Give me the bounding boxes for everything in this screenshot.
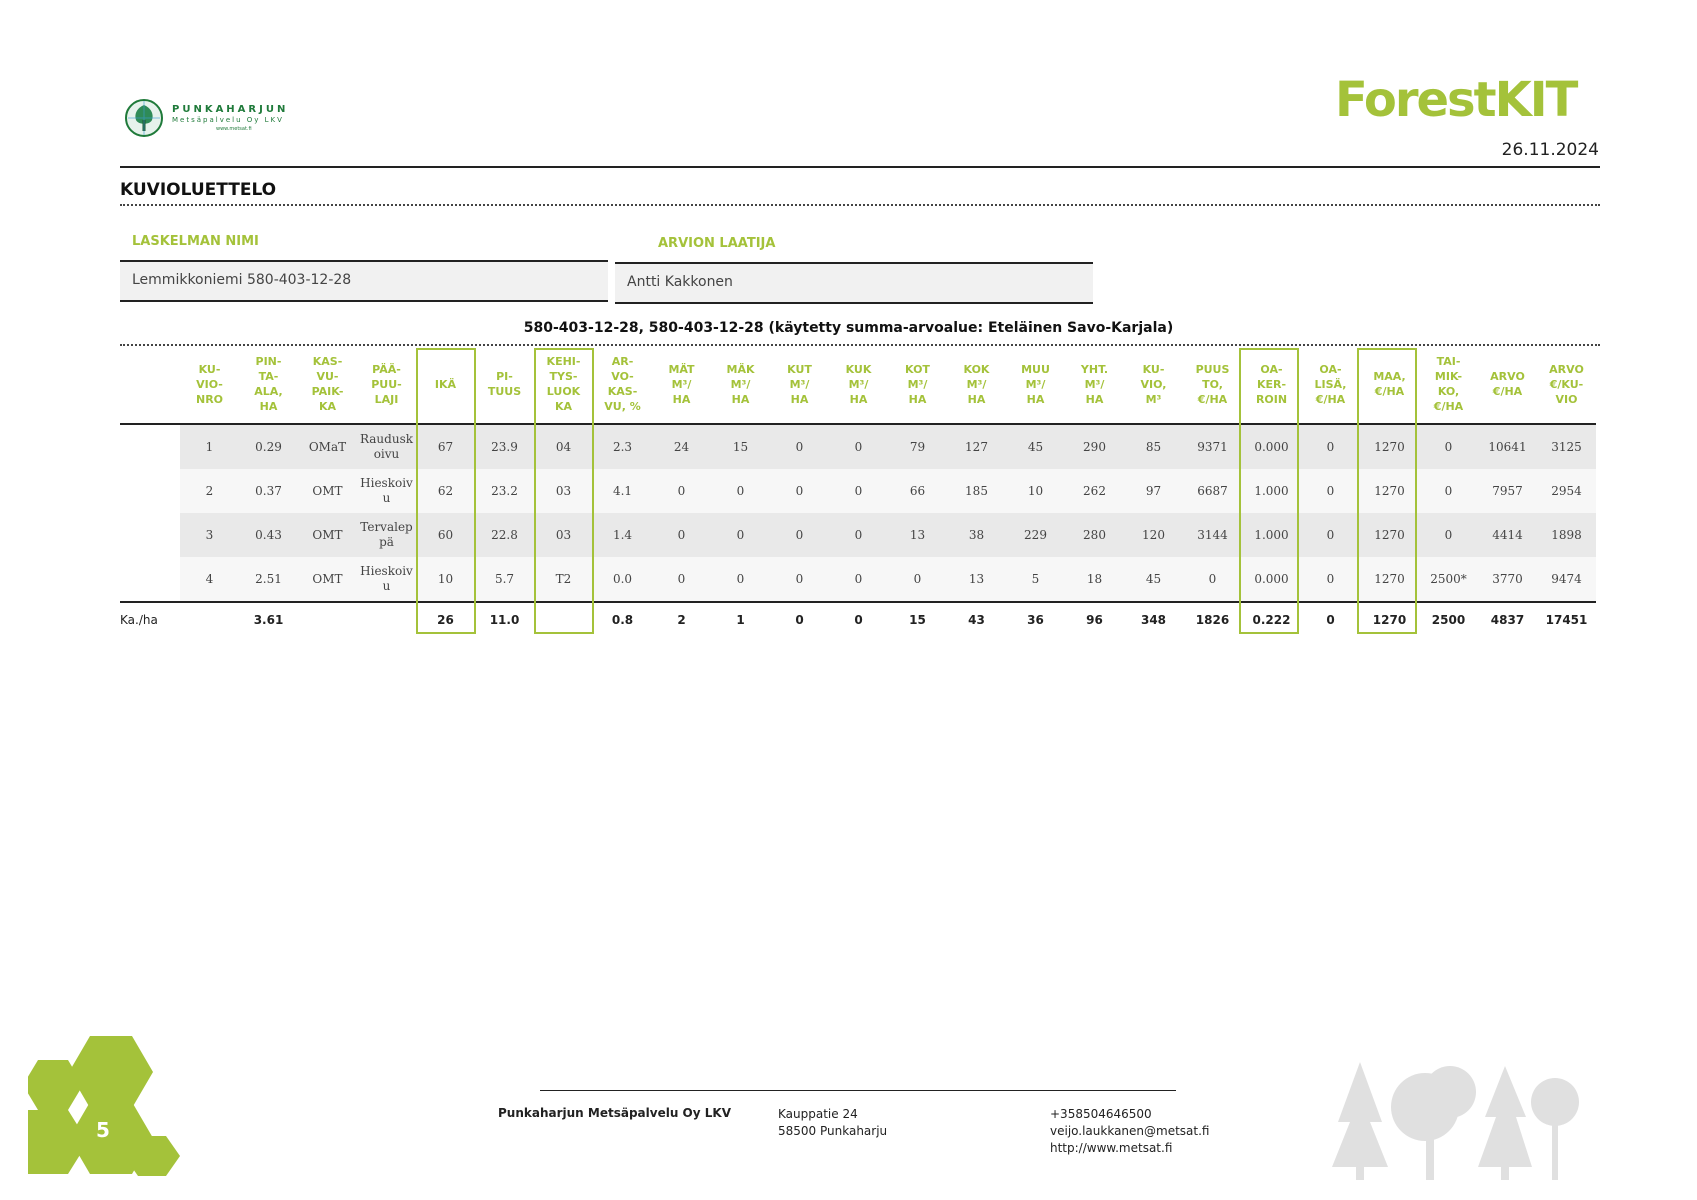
table-cell: OMaT	[298, 424, 357, 469]
column-header-line: HA	[849, 392, 868, 406]
table-cell: 0	[1301, 469, 1360, 513]
table-cell: 0	[770, 469, 829, 513]
table-cell: 5	[1006, 557, 1065, 602]
table-cell: 2500*	[1419, 557, 1478, 602]
column-header-line: TUUS	[487, 385, 522, 398]
column-header	[180, 345, 239, 424]
table-cell: 1270	[1360, 424, 1419, 469]
table-cell: 22.8	[475, 513, 534, 557]
column-header-line: KO,	[1437, 385, 1460, 398]
table-cell: 4	[180, 557, 239, 602]
column-header-line: PAIK-	[311, 385, 344, 398]
table-cell: 127	[947, 424, 1006, 469]
column-header-line: PUUS	[1195, 362, 1230, 376]
column-header-line: HA	[1026, 392, 1045, 406]
table-cell: 185	[947, 469, 1006, 513]
table-cell: 0	[1419, 513, 1478, 557]
table-cell: 7957	[1478, 469, 1537, 513]
table-cell: 229	[1006, 513, 1065, 557]
table-cell: 60	[416, 513, 475, 557]
cell-line: Hieskoiv	[360, 564, 413, 578]
table-cell: 0	[711, 469, 770, 513]
table-cell: 04	[534, 424, 593, 469]
column-header-line: M³/	[907, 377, 928, 391]
column-header-line: HA	[908, 392, 927, 406]
table-title: 580-403-12-28, 580-403-12-28 (käytetty summa-arvoalue: Eteläinen Savo-Karjala)	[523, 320, 1174, 336]
table-cell: 18	[1065, 557, 1124, 602]
totals-cell	[180, 602, 239, 637]
column-header	[1301, 345, 1360, 424]
table-cell: 15	[711, 424, 770, 469]
totals-cell: 36	[1006, 602, 1065, 637]
table-cell: 66	[888, 469, 947, 513]
column-header-line: KAS-	[312, 355, 343, 368]
appraiser-label: ARVION LAATIJA	[658, 236, 776, 251]
table-cell: 1270	[1360, 557, 1419, 602]
table-cell: 67	[416, 424, 475, 469]
totals-cell: 96	[1065, 602, 1124, 637]
calc-name-field	[120, 260, 608, 302]
column-header-line: VU, %	[604, 400, 641, 413]
table-cell: 2954	[1537, 469, 1596, 513]
table-cell: OMT	[298, 513, 357, 557]
row-lead	[120, 557, 180, 602]
table-cell: 3	[180, 513, 239, 557]
column-header-line: TA-	[258, 370, 279, 383]
column-header-line: PIN-	[255, 355, 282, 368]
column-header-line: PÄÄ-	[372, 362, 401, 376]
table-cell: 9474	[1537, 557, 1596, 602]
table-cell: 0	[829, 513, 888, 557]
table-cell: 1	[180, 424, 239, 469]
column-header-line: KUT	[787, 362, 812, 376]
column-header-line: €/HA	[1492, 385, 1523, 398]
table-cell: 1.000	[1242, 513, 1301, 557]
hexagon-decoration	[28, 1030, 198, 1180]
table-cell: 85	[1124, 424, 1183, 469]
column-header	[770, 345, 829, 424]
column-header-line: VIO-	[196, 377, 223, 391]
totals-cell: 0	[1301, 602, 1360, 637]
table-cell: 24	[652, 424, 711, 469]
table-cell: 1270	[1360, 513, 1419, 557]
footer-phone: +358504646500	[1050, 1107, 1152, 1121]
column-header	[947, 345, 1006, 424]
logo-company-name: PUNKAHARJUN	[172, 104, 289, 115]
column-header-line: VIO	[1555, 392, 1578, 406]
table-cell: 03	[534, 469, 593, 513]
table-cell: 03	[534, 513, 593, 557]
table-cell: 0	[711, 557, 770, 602]
column-header	[1360, 345, 1419, 424]
table-cell: T2	[534, 557, 593, 602]
column-header-line: KOK	[963, 362, 990, 376]
table-cell: 0.43	[239, 513, 298, 557]
column-header-line: MIK-	[1434, 370, 1463, 383]
table-cell: 280	[1065, 513, 1124, 557]
table-cell: 38	[947, 513, 1006, 557]
table-cell: 0	[1419, 424, 1478, 469]
table-cell	[357, 557, 416, 602]
column-header	[593, 345, 652, 424]
totals-cell	[298, 602, 357, 637]
column-header-line: KEHI-	[546, 355, 581, 368]
cell-line: Hieskoiv	[360, 476, 413, 490]
table-cell: 0	[770, 513, 829, 557]
column-header-line: M³/	[730, 377, 751, 391]
table-cell: 3125	[1537, 424, 1596, 469]
table-cell	[357, 424, 416, 469]
table-row	[120, 469, 1596, 513]
table-cell: 0	[1419, 469, 1478, 513]
table-cell: 0	[1183, 557, 1242, 602]
table-cell: 0	[829, 469, 888, 513]
column-header-line: TYS-	[549, 370, 578, 383]
table-cell: 45	[1124, 557, 1183, 602]
column-header-line: KA	[554, 400, 573, 413]
column-header-line: PUU-	[371, 377, 402, 391]
table-cell: 0	[770, 424, 829, 469]
column-header-line: VIO,	[1140, 377, 1167, 391]
table-cell	[357, 469, 416, 513]
appraiser-field	[615, 262, 1093, 304]
table-cell: 1.4	[593, 513, 652, 557]
column-header-line: €/HA	[1197, 392, 1228, 406]
column-header-line: LAJI	[374, 392, 399, 406]
company-logo	[124, 98, 324, 138]
column-header-line: OA-	[1260, 362, 1283, 376]
table-cell: 6687	[1183, 469, 1242, 513]
table-cell: OMT	[298, 469, 357, 513]
tree-globe-icon	[124, 98, 164, 138]
table-cell: 0	[1301, 557, 1360, 602]
table-cell: 262	[1065, 469, 1124, 513]
table-cell: 45	[1006, 424, 1065, 469]
row-lead	[120, 469, 180, 513]
table-cell: 13	[947, 557, 1006, 602]
header-divider	[120, 166, 1600, 168]
column-header-line: KA	[318, 400, 337, 413]
column-header-line: VU-	[316, 370, 339, 383]
totals-cell: 3.61	[239, 602, 298, 637]
column-header-line: M³/	[671, 377, 692, 391]
column-header-line: IKÄ	[434, 377, 457, 391]
footer-contact	[1050, 1106, 1210, 1157]
column-header	[298, 345, 357, 424]
column-header	[652, 345, 711, 424]
table-row	[120, 424, 1596, 469]
column-header	[357, 345, 416, 424]
column-header	[1419, 345, 1478, 424]
trees-illustration	[1330, 1062, 1580, 1182]
column-header	[1537, 345, 1596, 424]
cell-line: oivu	[373, 447, 400, 461]
table-cell: 0	[1301, 424, 1360, 469]
table-cell: 0	[888, 557, 947, 602]
table-cell: 23.9	[475, 424, 534, 469]
table-cell: 10	[416, 557, 475, 602]
footer-address	[778, 1106, 887, 1140]
column-header-line: M³/	[789, 377, 810, 391]
column-header-line: M³/	[1084, 377, 1105, 391]
column-header-line: M³/	[966, 377, 987, 391]
table-cell: 0.0	[593, 557, 652, 602]
table-cell: 1.000	[1242, 469, 1301, 513]
column-header-line: M³/	[848, 377, 869, 391]
column-header	[1006, 345, 1065, 424]
column-header	[534, 345, 593, 424]
dotted-divider	[120, 204, 1600, 206]
column-header-line: ROIN	[1255, 392, 1288, 406]
column-header-line: TAI-	[1436, 355, 1461, 368]
table-cell: OMT	[298, 557, 357, 602]
table-cell: 0	[829, 557, 888, 602]
column-header-line: M³/	[1025, 377, 1046, 391]
column-header-line: €/KU-	[1549, 377, 1584, 391]
cell-line: Raudusk	[359, 432, 414, 446]
table-cell: 79	[888, 424, 947, 469]
table-cell: 0.000	[1242, 557, 1301, 602]
column-header-line: MAA,	[1373, 370, 1406, 383]
totals-cell: 2	[652, 602, 711, 637]
calc-name-label: LASKELMAN NIMI	[132, 234, 259, 249]
column-header-line: €/HA	[1315, 392, 1346, 406]
table-cell: 62	[416, 469, 475, 513]
totals-cell: 1	[711, 602, 770, 637]
table-cell: 5.7	[475, 557, 534, 602]
column-header-line: €/HA	[1433, 400, 1464, 413]
column-header-line: HA	[731, 392, 750, 406]
column-header-line: HA	[672, 392, 691, 406]
table-cell: 10	[1006, 469, 1065, 513]
footer-company: Punkaharjun Metsäpalvelu Oy LKV	[498, 1106, 731, 1120]
cell-line: u	[382, 491, 391, 505]
column-header	[1124, 345, 1183, 424]
totals-cell: 0.8	[593, 602, 652, 637]
column-header-line: MÄK	[726, 362, 755, 376]
table-cell: 4414	[1478, 513, 1537, 557]
column-header	[239, 345, 298, 424]
table-cell: 0	[711, 513, 770, 557]
table-cell: 0	[770, 557, 829, 602]
totals-cell: 15	[888, 602, 947, 637]
page-title: KUVIOLUETTELO	[120, 180, 277, 200]
table-cell: 0	[652, 557, 711, 602]
column-header-line: KU-	[1142, 362, 1165, 376]
column-header-line: VO-	[611, 370, 634, 383]
totals-cell: 0	[770, 602, 829, 637]
document-date: 26.11.2024	[1501, 140, 1599, 160]
table-cell: 1270	[1360, 469, 1419, 513]
table-cell: 9371	[1183, 424, 1242, 469]
table-cell: 0	[652, 513, 711, 557]
column-header	[475, 345, 534, 424]
totals-cell	[357, 602, 416, 637]
table-cell: 290	[1065, 424, 1124, 469]
table-cell: 0	[1301, 513, 1360, 557]
table-cell: 97	[1124, 469, 1183, 513]
totals-label: Ka./ha	[120, 602, 180, 637]
totals-cell: 43	[947, 602, 1006, 637]
column-header-line: ARVO	[1490, 370, 1525, 383]
table-cell	[357, 513, 416, 557]
footer-website: http://www.metsat.fi	[1050, 1141, 1173, 1155]
table-cell: 13	[888, 513, 947, 557]
totals-row	[120, 602, 1596, 637]
table-cell: 0	[829, 424, 888, 469]
calc-name-value: Lemmikkoniemi 580-403-12-28	[132, 272, 352, 288]
column-header-line: NRO	[195, 392, 224, 406]
column-header-line: PI-	[496, 370, 513, 383]
page-number: 5	[96, 1118, 110, 1142]
totals-cell: 11.0	[475, 602, 534, 637]
column-header-line: TO,	[1202, 377, 1223, 391]
column-header-line: HA	[790, 392, 809, 406]
totals-cell: 4837	[1478, 602, 1537, 637]
column-header-line: MUU	[1021, 362, 1050, 376]
header-lead	[120, 345, 180, 424]
row-lead	[120, 513, 180, 557]
column-header-line: KOT	[905, 362, 930, 376]
footer-address-line1: Kauppatie 24	[778, 1107, 858, 1121]
cell-line: u	[382, 579, 391, 593]
cell-line: pä	[379, 535, 394, 549]
table-cell: 3144	[1183, 513, 1242, 557]
column-header	[1478, 345, 1537, 424]
table-cell: 2	[180, 469, 239, 513]
footer-email: veijo.laukkanen@metsat.fi	[1050, 1124, 1210, 1138]
column-header	[416, 345, 475, 424]
column-header-line: LISÄ,	[1314, 377, 1347, 391]
row-lead	[120, 424, 180, 469]
brand-wordmark: ForestKIT	[1335, 72, 1577, 128]
totals-cell: 17451	[1537, 602, 1596, 637]
column-header	[1065, 345, 1124, 424]
column-header-line: YHT.	[1080, 362, 1109, 376]
column-header-line: ARVO	[1549, 362, 1584, 376]
column-header-line: KER-	[1256, 377, 1287, 391]
column-header-line: KAS-	[607, 385, 638, 398]
table-cell: 0.37	[239, 469, 298, 513]
column-header-line: ALA,	[254, 385, 283, 398]
table-row	[120, 557, 1596, 602]
table-cell: 0.29	[239, 424, 298, 469]
totals-cell: 1826	[1183, 602, 1242, 637]
table-cell: 4.1	[593, 469, 652, 513]
table-cell: 0.000	[1242, 424, 1301, 469]
appraiser-value: Antti Kakkonen	[627, 274, 733, 290]
column-header-line: OA-	[1319, 362, 1342, 376]
totals-cell: 2500	[1419, 602, 1478, 637]
column-header-line: M³	[1145, 392, 1162, 406]
table-cell: 3770	[1478, 557, 1537, 602]
footer-divider	[540, 1090, 1176, 1091]
column-header-line: LUOK	[546, 385, 581, 398]
column-header-line: HA	[967, 392, 986, 406]
totals-cell	[534, 602, 593, 637]
totals-cell: 1270	[1360, 602, 1419, 637]
column-header	[1183, 345, 1242, 424]
column-header	[829, 345, 888, 424]
column-header	[711, 345, 770, 424]
totals-cell: 26	[416, 602, 475, 637]
totals-cell: 0.222	[1242, 602, 1301, 637]
table-cell: 10641	[1478, 424, 1537, 469]
totals-cell: 0	[829, 602, 888, 637]
table-cell: 0	[652, 469, 711, 513]
logo-company-sub: Metsäpalvelu Oy LKV	[172, 116, 284, 124]
table-cell: 120	[1124, 513, 1183, 557]
column-header	[888, 345, 947, 424]
column-header-line: HA	[259, 400, 278, 413]
column-header	[1242, 345, 1301, 424]
column-header-line: KU-	[198, 362, 221, 376]
totals-cell: 348	[1124, 602, 1183, 637]
table-cell: 2.3	[593, 424, 652, 469]
table-cell: 2.51	[239, 557, 298, 602]
logo-url: www.metsat.fi	[216, 126, 252, 132]
table-cell: 23.2	[475, 469, 534, 513]
column-header-line: HA	[1085, 392, 1104, 406]
column-header-line: AR-	[611, 355, 634, 368]
column-header-line: €/HA	[1374, 385, 1405, 398]
table-cell: 1898	[1537, 513, 1596, 557]
column-header-line: MÄT	[668, 362, 695, 376]
table-row	[120, 513, 1596, 557]
cell-line: Tervalep	[360, 520, 413, 534]
column-header-line: KUK	[845, 362, 872, 376]
stand-table	[120, 345, 1596, 637]
table-header-row	[120, 345, 1596, 424]
footer-address-line2: 58500 Punkaharju	[778, 1124, 888, 1138]
